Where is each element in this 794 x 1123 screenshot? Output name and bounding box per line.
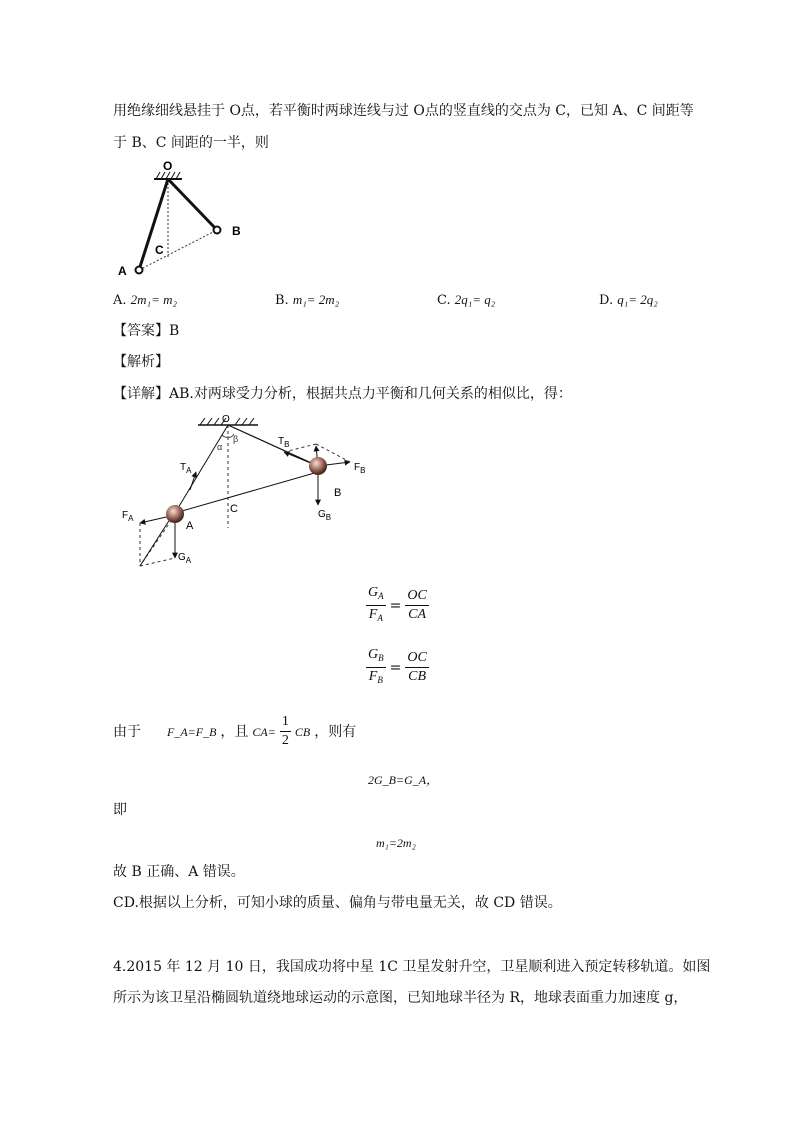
- label-O: O: [163, 159, 173, 173]
- pendulum-figure: [108, 158, 258, 280]
- since-line: 由于 F_A=F_B ，且 CA= $\frac{1}{2}$ CB ，则有: [113, 714, 357, 748]
- force-diagram: [110, 410, 380, 575]
- option-a-letter: A.: [113, 293, 127, 308]
- option-a: [113, 290, 177, 311]
- ie-text: 即: [113, 802, 127, 818]
- label-A: A: [118, 264, 127, 278]
- eq2-right: $\frac{OC}{CB}$: [407, 650, 427, 684]
- next-question-line-2: 所示为该卫星沿椭圆轨道绕地球运动的示意图，已知地球半径为 R，地球表面重力加速度 g，: [113, 990, 688, 1006]
- equation-1: $\frac{G_A}{F_A}$ = $\frac{OC}{CA}$: [366, 584, 429, 627]
- answer: 【答案】B: [113, 323, 180, 339]
- option-c-letter: C.: [437, 293, 451, 308]
- fig2-O: O: [222, 414, 230, 425]
- option-d: [599, 290, 658, 311]
- option-c: [437, 290, 495, 311]
- detail-line: 【详解】AB.对两球受力分析，根据共点力平衡和几何关系的相似比，得：: [113, 386, 572, 402]
- option-b-text: m₁= 2m₂: [292, 292, 340, 307]
- analysis-header: 【解析】: [113, 354, 169, 370]
- fig2-TA: $T_A$: [180, 462, 192, 475]
- eq1-left: $\frac{G_A}{F_A}$: [368, 585, 384, 623]
- problem-line-1: 用绝缘细线悬挂于 O点，若平衡时两球连线与过 O点的竖直线的交点为 C，已知 A、C 间距等: [113, 103, 694, 119]
- option-d-letter: D.: [599, 293, 614, 308]
- equation-4: m₁=2m₂: [376, 836, 416, 850]
- option-d-text: q₁= 2q₂: [617, 292, 658, 307]
- equation-3: 2G_B=G_A，: [368, 773, 439, 787]
- eq1-right: $\frac{OC}{CA}$: [407, 588, 427, 622]
- problem-line-2: 于 B、C 间距的一半，则: [113, 135, 269, 151]
- fig2-FB: $F_B$: [354, 462, 366, 475]
- option-b-letter: B.: [275, 293, 289, 308]
- fig2-GA: $G_A$: [178, 552, 192, 565]
- fig2-GB: $G_B$: [318, 509, 332, 522]
- fig2-A: A: [186, 520, 194, 532]
- option-b: [275, 290, 339, 311]
- one-half: $\frac{1}{2}$: [281, 714, 289, 748]
- eq2-left: $\frac{G_B}{F_B}$: [368, 647, 384, 685]
- option-a-text: 2m₁= m₂: [130, 292, 178, 307]
- fig2-FA: $F_A$: [122, 510, 134, 523]
- label-B: B: [232, 224, 241, 238]
- fig2-C: C: [230, 503, 238, 515]
- option-c-text: 2q₁= q₂: [454, 292, 496, 307]
- equation-2: $\frac{G_B}{F_B}$ = $\frac{OC}{CB}$: [366, 646, 429, 689]
- fig2-B: B: [334, 487, 342, 499]
- fig2-beta: β: [233, 434, 239, 444]
- conclusion-2: CD.根据以上分析，可知小球的质量、偏角与带电量无关，故 CD 错误。: [113, 895, 562, 911]
- label-C: C: [155, 243, 164, 257]
- conclusion-1: 故 B 正确、A 错误。: [113, 864, 245, 880]
- fig2-alpha: α: [217, 442, 223, 452]
- fig2-TB: $T_B$: [278, 436, 290, 449]
- next-question-line-1: 4.2015 年 12 月 10 日，我国成功将中星 1C 卫星发射升空，卫星顺利进入预定转移轨道。如图: [113, 959, 711, 975]
